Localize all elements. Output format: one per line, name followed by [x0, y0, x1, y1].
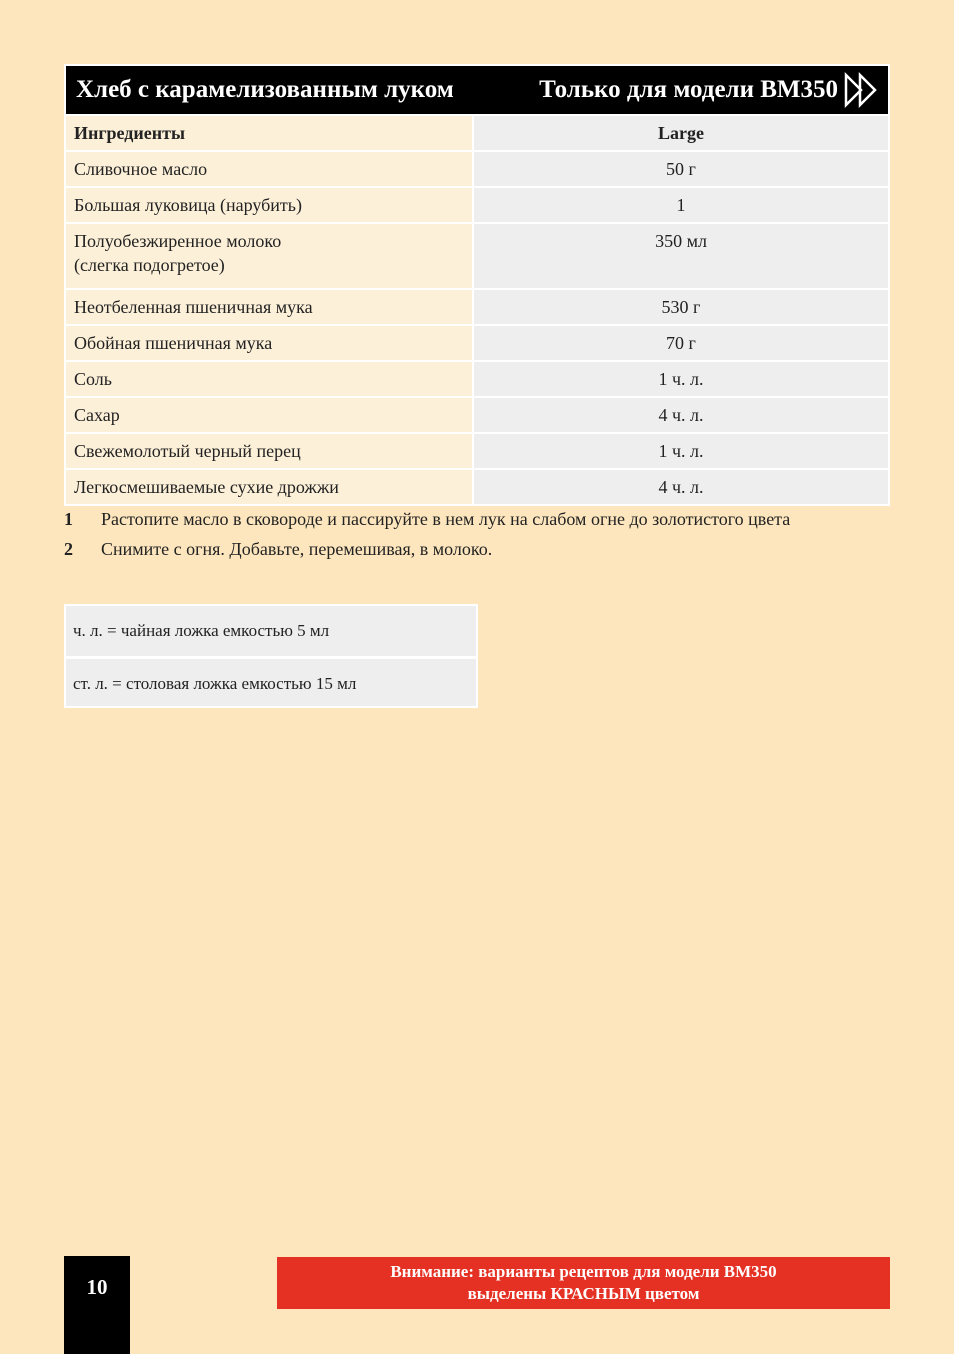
ingredient-qty: 530 г — [474, 290, 890, 324]
header-ingredients: Ингредиенты — [64, 116, 474, 150]
ingredient-name: Обойная пшеничная мука — [64, 326, 474, 360]
ingredient-name-line1: Полуобезжиренное молоко — [74, 231, 282, 251]
ingredient-name-line2: (слегка подогретое) — [74, 255, 225, 275]
ingredient-qty: 350 мл — [474, 224, 890, 288]
model-note — [539, 72, 878, 108]
table-header-row — [64, 116, 890, 152]
fast-forward-icon — [844, 72, 878, 108]
instruction-step — [64, 534, 904, 564]
ingredient-qty: 1 ч. л. — [474, 434, 890, 468]
table-row — [64, 224, 890, 290]
page-number: 10 — [64, 1256, 130, 1354]
abbreviation-notes — [64, 604, 478, 708]
ingredient-name: Сливочное масло — [64, 152, 474, 186]
table-row — [64, 470, 890, 506]
ingredient-name: Свежемолотый черный перец — [64, 434, 474, 468]
table-row — [64, 434, 890, 470]
recipe-table — [64, 64, 890, 506]
table-row — [64, 188, 890, 224]
warning-banner — [277, 1257, 890, 1309]
note-teaspoon: ч. л. = чайная ложка емкостью 5 мл — [66, 606, 476, 656]
ingredient-name: Легкосмешиваемые сухие дрожжи — [64, 470, 474, 504]
ingredient-name: Неотбеленная пшеничная мука — [64, 290, 474, 324]
warning-line1: Внимание: варианты рецептов для модели BM350 — [390, 1262, 777, 1281]
header-size: Large — [474, 116, 890, 150]
table-row — [64, 290, 890, 326]
ingredient-qty: 4 ч. л. — [474, 470, 890, 504]
ingredient-qty: 50 г — [474, 152, 890, 186]
table-row — [64, 362, 890, 398]
step-number: 2 — [64, 539, 73, 559]
step-text: Растопите масло в сковороде и пассируйте в нем лук на слабом огне до золотистого цвета — [101, 509, 791, 529]
instruction-step — [64, 504, 904, 534]
table-row — [64, 398, 890, 434]
ingredient-qty: 70 г — [474, 326, 890, 360]
warning-line2: выделены КРАСНЫМ цветом — [467, 1284, 700, 1303]
ingredient-name — [64, 224, 474, 288]
instructions — [64, 504, 904, 564]
ingredient-name: Соль — [64, 362, 474, 396]
ingredient-qty: 1 — [474, 188, 890, 222]
step-number: 1 — [64, 509, 73, 529]
table-row — [64, 152, 890, 188]
ingredient-name: Большая луковица (нарубить) — [64, 188, 474, 222]
ingredient-name: Сахар — [64, 398, 474, 432]
table-row — [64, 326, 890, 362]
ingredient-qty: 4 ч. л. — [474, 398, 890, 432]
recipe-title: Хлеб с карамелизованным луком — [76, 76, 454, 103]
note-tablespoon: ст. л. = столовая ложка емкостью 15 мл — [66, 656, 476, 706]
recipe-title-bar — [64, 64, 890, 116]
ingredient-qty: 1 ч. л. — [474, 362, 890, 396]
step-text: Снимите с огня. Добавьте, перемешивая, в молоко. — [101, 539, 493, 559]
model-note-text: Только для модели BM350 — [539, 76, 838, 103]
